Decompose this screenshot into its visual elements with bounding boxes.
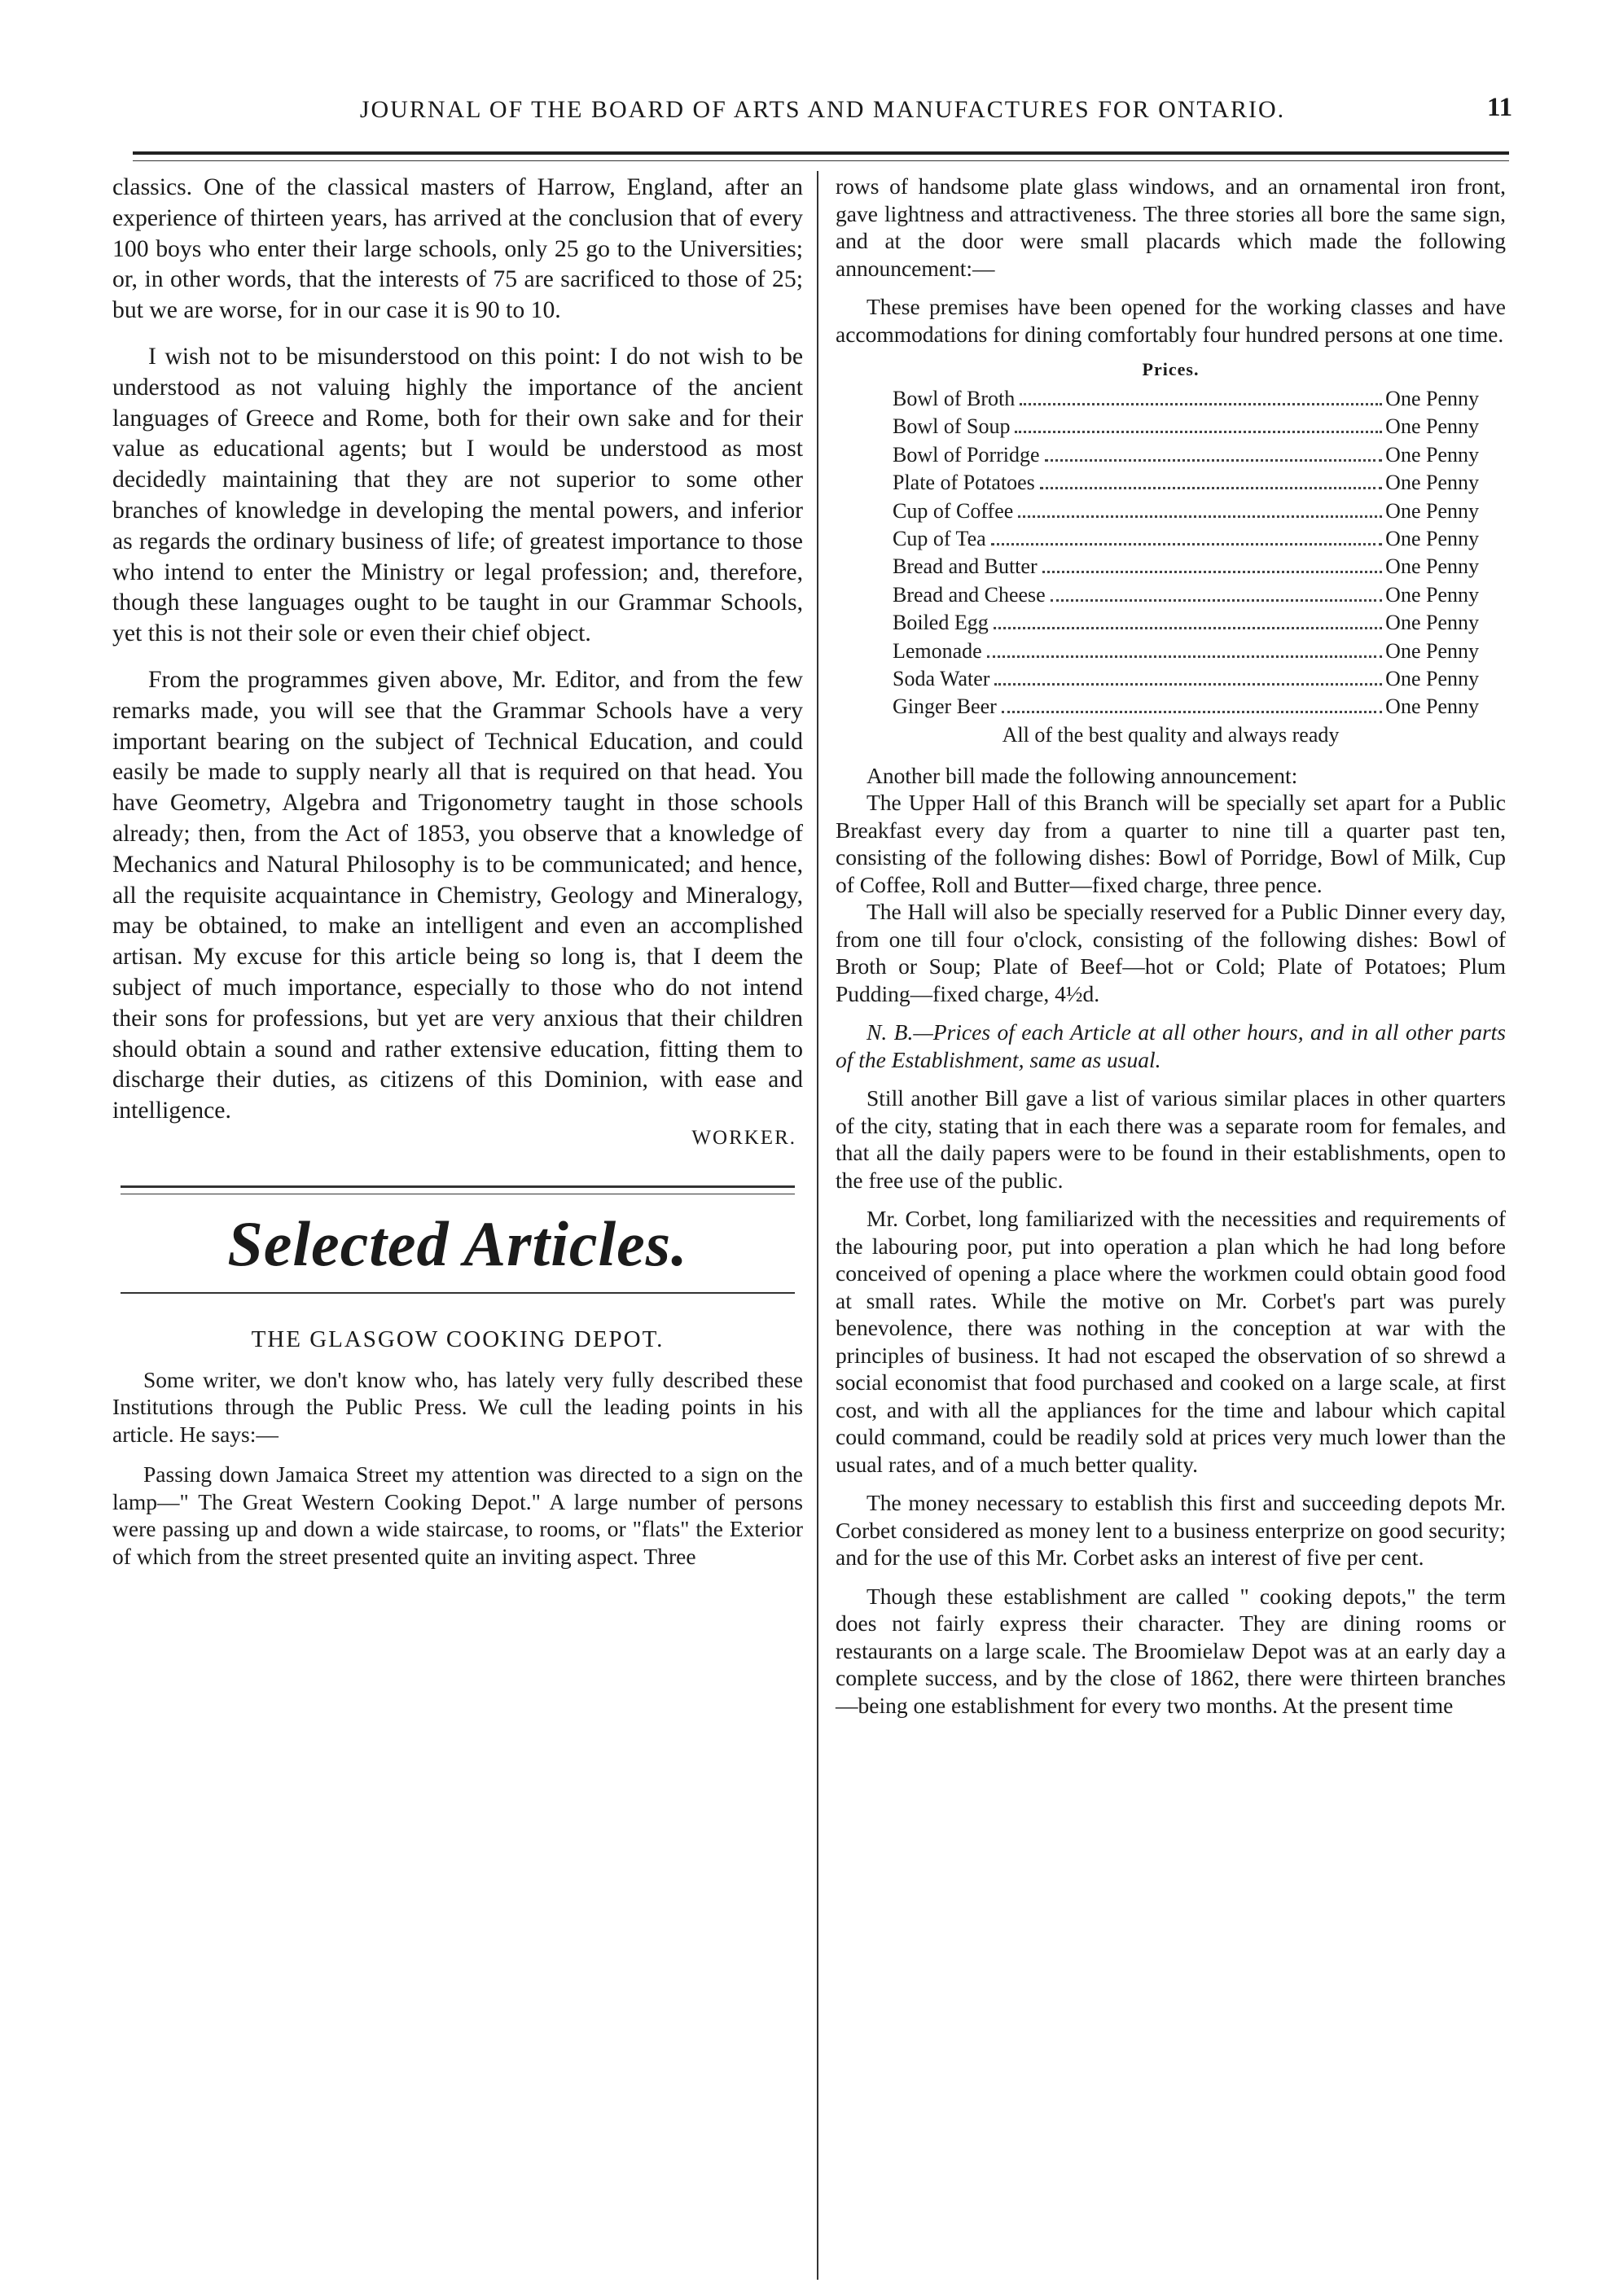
paragraph-money: The money necessary to establish this first and succeeding depots Mr. Corbet considered as money lent to a business enterprize on good security; and for the use of this Mr. Corbet asks an interest of five per cent. <box>836 1490 1506 1571</box>
left-column <box>112 173 803 1570</box>
right-column <box>836 173 1506 1719</box>
article-title: THE GLASGOW COOKING DEPOT. <box>251 1325 665 1352</box>
price-row: Cup of Tea One Penny <box>893 527 1479 551</box>
paragraph-mr-corbet: Mr. Corbet, long familiarized with the necessities and requirements of the labouring poor, put into operation a plan which he had long before conceived of opening a place where the workmen could obtain good food at small rates. While the motive on Mr. Corbet's part was purely benevolence, there was nothing in the conception at war with the principles of business. It had not escaped the observation of so shrewd a social economist that food purchased and cooked on a large scale, at first cost, and with all the appliances for the time and labour which capital could command, could be readily sold at prices very much lower than the usual rates, and of a much better quality. <box>836 1206 1506 1477</box>
paragraph-classics: classics. One of the classical masters of Harrow, England, after an experience of thirteen years, has arrived at the conclusion that of every 100 boys who enter their large schools, only 25 go to the Universities; or, in other words, that the interests of 75 are sacrificed to those of 25; but we are worse, for in our case it is 90 to 10. <box>112 174 803 324</box>
page-number: 11 <box>1487 93 1513 122</box>
price-row: Bowl of Broth One Penny <box>893 387 1479 410</box>
paragraph-plate-glass: rows of handsome plate glass windows, and an ornamental iron front, gave lightness and attractiveness. The three stories all bore the same sign, and at the door were small placards which made the following announcement:— <box>836 173 1506 281</box>
price-row: Cup of Coffee One Penny <box>893 498 1479 523</box>
paragraph-misunderstood: I wish not to be misunderstood on this point: I do not wish to be understood as not valuing highly the importance of the ancient languages of Greece and Rome, both for their own sake and for their value as educational agents; but I would be understood as most decidedly maintaining that they are not superior to some other branches of knowledge in developing the mental powers, and inferior as regards the ordinary business of life; of greatest importance to those who intend to enter the Ministry or legal profession; and, therefore, though these languages ought to be taught in our Grammar Schools, yet this is not their sole or even their chief object. <box>112 343 803 647</box>
price-row: Bread and Cheese One Penny <box>893 582 1479 607</box>
section-title: Selected Articles. <box>227 1207 688 1279</box>
paragraph-premises: These premises have been opened for the working classes and have accommodations for dining comfortably four hundred persons at one time. <box>836 294 1506 347</box>
header-rule-thin <box>133 160 1509 161</box>
paragraph-cooking-depots: Though these establishment are called " cooking depots," the term does not fairly express their character. They are dining rooms or restaurants on a large scale. The Broomielaw Depot was at an early day a complete success, and by the close of 1862, there were thirteen branches—being one establishment for every two months. At the present time <box>836 1583 1506 1718</box>
paragraph-another-bill: Still another Bill gave a list of various similar places in other quarters of the city, stating that in each there was a separate room for females, and that all the daily papers were to be found in their establishments, open to the free use of the public. <box>836 1085 1506 1193</box>
price-row: Bowl of Porridge One Penny <box>893 442 1479 467</box>
column-divider <box>817 171 818 2280</box>
signature-worker: WORKER. <box>691 1126 796 1149</box>
price-row: Plate of Potatoes One Penny <box>893 471 1479 495</box>
price-row: Soda Water One Penny <box>893 667 1479 691</box>
quality-note: All of the best quality and always ready <box>1002 722 1340 747</box>
section-rule-thick <box>121 1185 795 1188</box>
price-row: Boiled Egg One Penny <box>893 611 1479 635</box>
price-row: Bowl of Soup One Penny <box>893 414 1479 439</box>
price-row: Lemonade One Penny <box>893 638 1479 663</box>
section-title-rule <box>121 1292 795 1294</box>
running-head: JOURNAL OF THE BOARD OF ARTS AND MANUFACTURES FOR ONTARIO. <box>359 96 1286 123</box>
article-jamaica-street: Passing down Jamaica Street my attention was directed to a sign on the lamp—" The Great Western Cooking Depot." A large number of persons were passing up and down a wide staircase, to rooms, or "flats" the Exterior of which from the street presented quite an inviting aspect. Three <box>112 1461 803 1569</box>
paragraph-dinner: The Hall will also be specially reserved for a Public Dinner every day, from one till four o'clock, consisting of the following dishes: Bowl of Broth or Soup; Plate of Beef—hot or Cold; Plate of Potatoes; Plum Pudding—fixed charge, 4½d. <box>836 899 1506 1006</box>
price-row: Ginger Beer One Penny <box>893 694 1479 719</box>
price-row: Bread and Butter One Penny <box>893 554 1479 579</box>
article-intro: Some writer, we don't know who, has lately very fully described these Institutions through the Public Press. We cull the leading points in his article. He says:— <box>112 1366 803 1447</box>
price-list <box>893 385 1479 721</box>
paragraph-programmes: From the programmes given above, Mr. Editor, and from the few remarks made, you will see that the Grammar Schools have a very important bearing on the subject of Technical Education, and could easily be made to supply nearly all that is required on that head. You have Geometry, Algebra and Trigonometry taught in those schools already; then, from the Act of 1853, you observe that a knowledge of Mechanics and Natural Philosophy is to be communicated; and hence, all the requisite acquaintance in Chemistry, Geology and Mineralogy, may be obtained, to make an intelligent and even an accomplished artisan. My excuse for this article being so long is, that I deem the subject of much importance, especially to those who do not intend their sons for professions, but yet are very anxious that their children should obtain a sound and rather extensive education, fitting them to discharge their duties, as citizens of this Dominion, with ease and intelligence. <box>112 666 803 1124</box>
prices-heading: Prices. <box>1142 359 1200 379</box>
bill-intro: Another bill made the following announcement: <box>867 762 1298 788</box>
header-rule-thick <box>133 151 1509 155</box>
paragraph-breakfast: The Upper Hall of this Branch will be specially set apart for a Public Breakfast every day from a quarter to nine till a quarter past ten, consisting of the following dishes: Bowl of Porridge, Bowl of Milk, Cup of Coffee, Roll and Butter—fixed charge, three pence. <box>836 790 1506 897</box>
nota-bene: N. B.—Prices of each Article at all other hours, and in all other parts of the Establishment, same as usual. <box>836 1019 1506 1072</box>
